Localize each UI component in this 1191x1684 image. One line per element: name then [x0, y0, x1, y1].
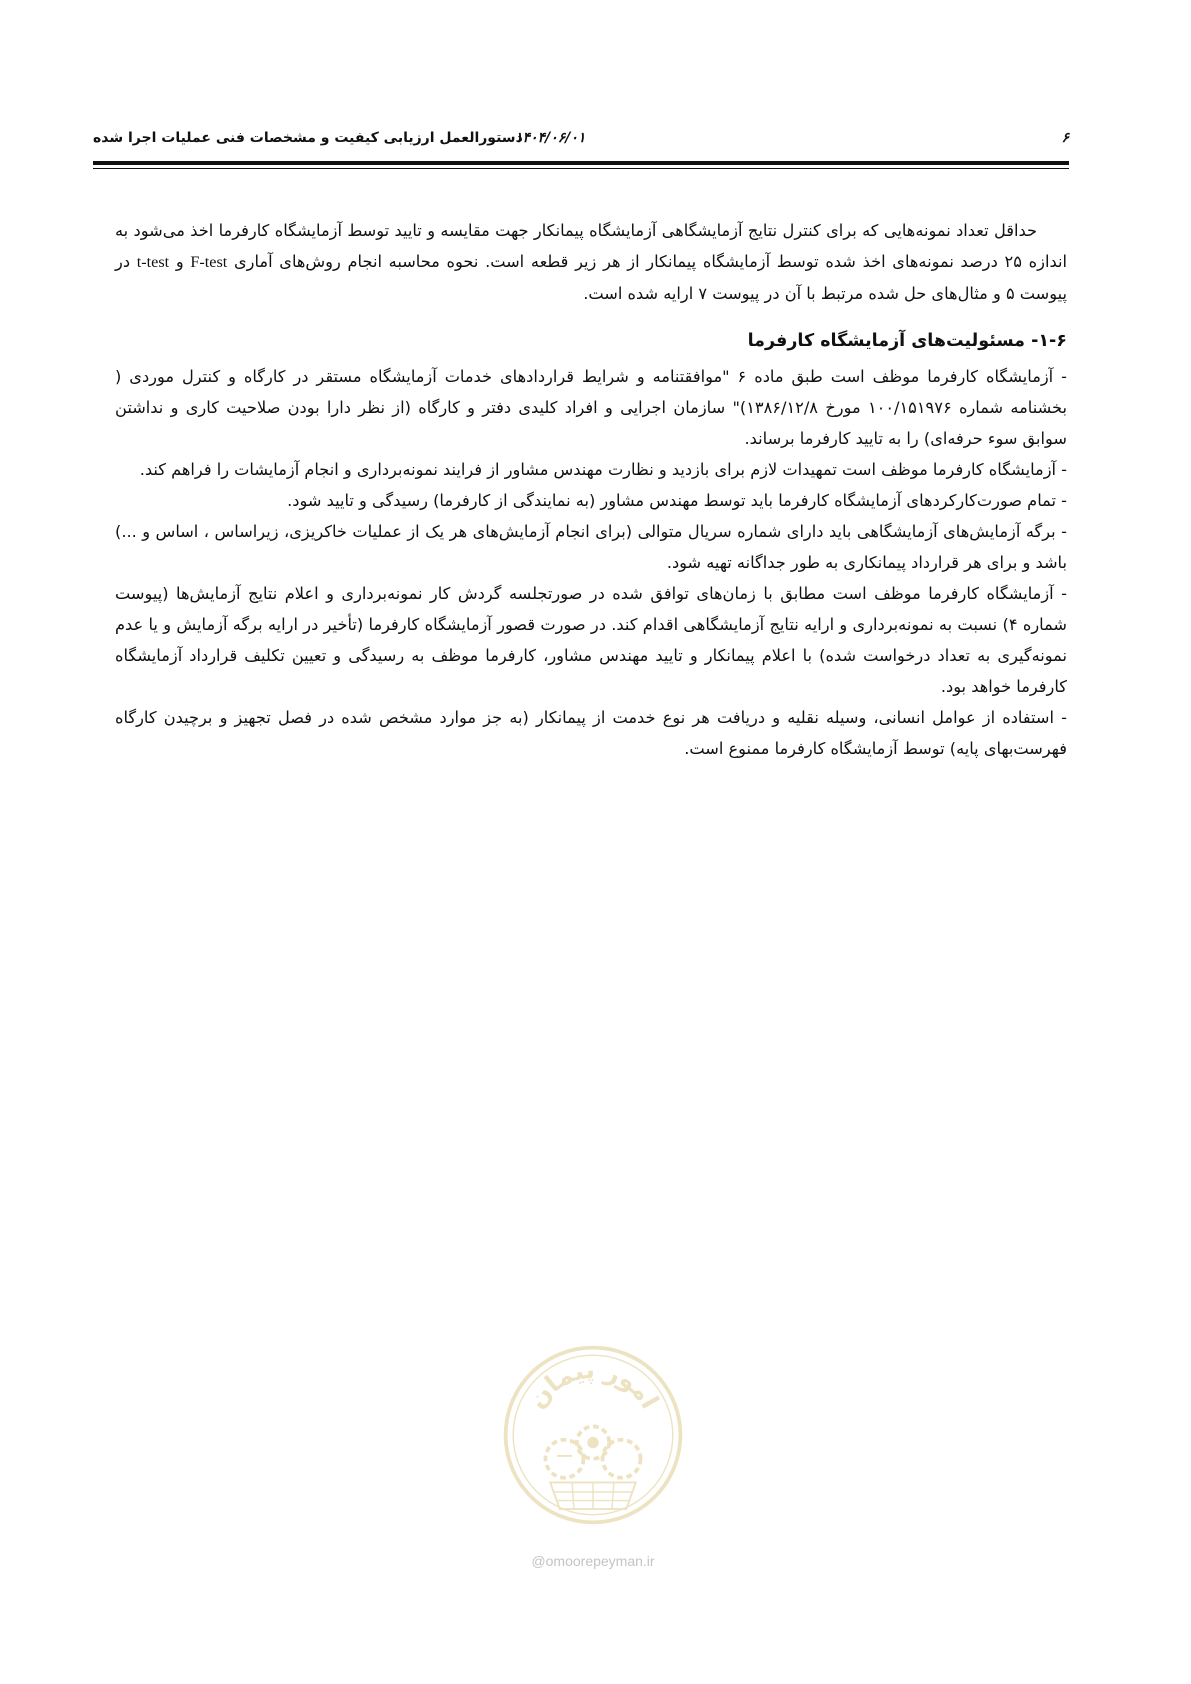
person-icon	[587, 1437, 598, 1448]
ttest-term: t-test	[136, 253, 170, 271]
document-body	[115, 215, 1067, 764]
section-heading: ۱-۶- مسئولیت‌های آزمایشگاه کارفرما	[747, 331, 1067, 351]
gear-left-icon	[546, 1440, 584, 1478]
spacer	[115, 309, 1067, 323]
list-item: - آزمایشگاه کارفرما موظف است مطابق با زمان‌های توافق شده در صورتجلسه گردش کار نمونه‌برداری و اعلام نتایج آزمایش‌ها (پیوست شماره ۴) نسبت به نمونه‌برداری و ارایه نتایج آزمایشگاهی اقدام کند. در صورت قصور آزمایشگاه کارفرما (تأخیر در ارایه برگه آزمایش و یا عدم نمونه‌گیری به تعداد درخواست شده) با اعلام پیمانکار و تایید مهندس مشاور، کارفرما موظف به رسیدگی و تعیین تکلیف قرارداد آزمایشگاه کارفرما خواهد بود.	[115, 584, 1067, 696]
list-item: - برگه آزمایش‌های آزمایشگاهی باید دارای شماره سریال متوالی (برای انجام آزمایش‌های هر یک از عملیات خاکریزی، زیراساس ، اساس و ...) باشد و برای هر قرارداد پیمانکاری به طور جداگانه تهیه شود.	[115, 522, 1067, 572]
omoorepeyman-logo-watermark	[498, 1340, 688, 1530]
document-date: ۱۴۰۴/۰۶/۰۱	[515, 130, 586, 146]
watermark-url: @omoorepeyman.ir	[531, 1553, 655, 1569]
header-rule-thick	[93, 161, 1069, 165]
document-title: دستورالعمل ارزیابی کیفیت و مشخصات فنی عملیات اجرا شده	[93, 130, 523, 146]
intro-text-part1: حداقل تعداد نمونه‌هایی که برای کنترل نتایج آزمایشگاهی آزمایشگاه پیمانکار جهت مقایسه و تایید توسط آزمایشگاه کارفرما اخذ می‌شود به اندازه ۲۵ درصد نمونه‌های اخذ شده توسط آزمایشگاه پیمانکار از هر زیر قطعه است. نحوه محاسبه انجام روش‌های آماری	[115, 221, 1067, 271]
list-item: - استفاده از عوامل انسانی، وسیله نقلیه و دریافت هر نوع خدمت از پیمانکار (به جز موارد مشخص شده در فصل تجهیز و برچیدن کارگاه فهرست‌بهای پایه) توسط آزمایشگاه کارفرما ممنوع است.	[115, 708, 1067, 758]
intro-text-part2: در پیوست ۵ و مثال‌های حل شده مرتبط با آن در پیوست ۷ ارایه شده است.	[115, 252, 1067, 303]
list-item: - آزمایشگاه کارفرما موظف است تمهیدات لازم برای بازدید و نظارت مهندس مشاور از فرایند نمونه‌برداری و انجام آزمایشات را فراهم کند.	[139, 460, 1067, 479]
ftest-term: F-test	[190, 253, 228, 271]
intro-paragraph	[115, 215, 1067, 309]
logo-text: امور پیمان	[522, 1354, 665, 1414]
page-number: ۶	[1061, 130, 1069, 146]
grid-lines	[553, 1483, 633, 1510]
list-item: - آزمایشگاه کارفرما موظف است طبق ماده ۶ "موافقتنامه و شرایط قراردادهای خدمات آزمایشگاه مستقر در کارگاه و کنترل موردی ( بخشنامه شماره ۱۰۰/۱۵۱۹۷۶ مورخ ۱۳۸۶/۱۲/۸)" سازمان اجرایی و افراد کلیدی دفتر و کارگاه (از نظر دارا بودن صلاحیت کاری و نداشتن سوابق سوء حرفه‌ای) را به تایید کارفرما برساند.	[115, 367, 1067, 448]
list-item: - تمام صورت‌کارکردهای آزمایشگاه کارفرما باید توسط مهندس مشاور (به نمایندگی از کارفرما) رسیدگی و تایید شود.	[287, 491, 1067, 510]
page-header	[93, 130, 1069, 152]
header-rule-thin	[93, 168, 1069, 169]
intro-and: و	[175, 252, 184, 271]
